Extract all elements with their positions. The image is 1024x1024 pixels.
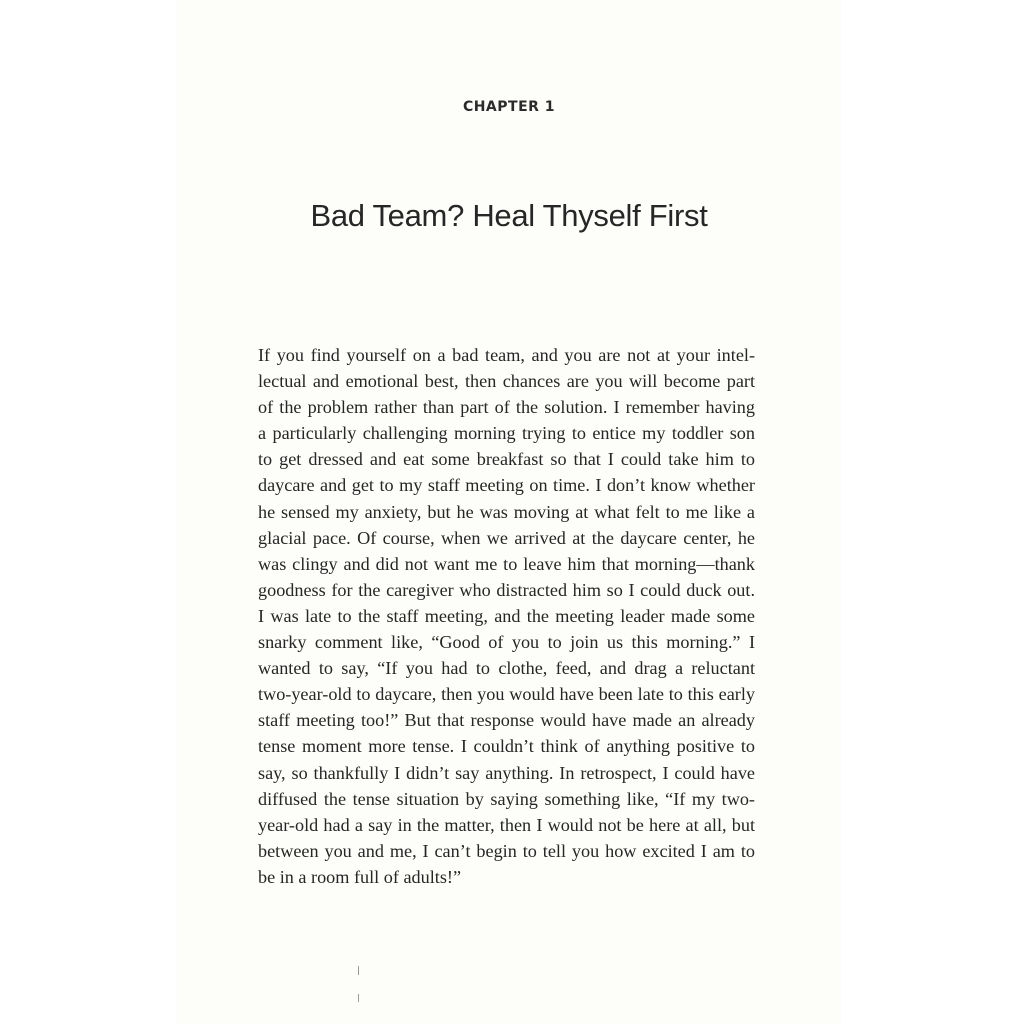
scan-artifact (358, 994, 359, 1002)
text-line: wanted to say, “If you had to clothe, feed, and drag a reluctant (258, 658, 755, 679)
text-line: say, so thankfully I didn’t say anything. In retrospect, I could have (258, 762, 755, 783)
text-line: lectual and emotional best, then chances are you will become part (258, 371, 755, 392)
text-line: daycare and get to my staff meeting on time. I don’t know whether (258, 475, 755, 496)
text-line: he sensed my anxiety, but he was moving at what felt to me like a (258, 501, 755, 522)
text-line: diffused the tense situation by saying something like, “If my two- (258, 788, 755, 809)
text-line: to get dressed and eat some breakfast so that I could take him to (258, 449, 755, 470)
text-line: year-old had a say in the matter, then I would not be here at all, but (258, 814, 755, 835)
text-line: two-year-old to daycare, then you would have been late to this early (258, 684, 755, 705)
text-line: I was late to the staff meeting, and the meeting leader made some (258, 605, 755, 626)
text-line: was clingy and did not want me to leave him that morning—thank (258, 553, 755, 574)
text-line: snarky comment like, “Good of you to join us this morning.” I (258, 632, 755, 653)
text-line: glacial pace. Of course, when we arrived at the daycare center, he (258, 527, 755, 548)
text-line: goodness for the caregiver who distracted him so I could duck out. (258, 579, 755, 600)
chapter-title: Bad Team? Heal Thyself First (310, 198, 708, 233)
text-line: of the problem rather than part of the solution. I remember having (258, 397, 755, 418)
book-page (178, 0, 840, 1024)
scan-artifact (358, 966, 359, 975)
text-line: staff meeting too!” But that response would have made an already (258, 710, 755, 731)
text-line: tense moment more tense. I couldn’t think of anything positive to (258, 736, 755, 757)
text-line: be in a room full of adults!” (258, 866, 462, 887)
text-line: If you find yourself on a bad team, and you are not at your intel- (258, 345, 755, 365)
chapter-label: CHAPTER 1 (462, 99, 556, 115)
body-paragraph (258, 342, 755, 890)
text-line: a particularly challenging morning trying to entice my toddler son (258, 423, 755, 444)
text-line: between you and me, I can’t begin to tell you how excited I am to (258, 840, 755, 861)
